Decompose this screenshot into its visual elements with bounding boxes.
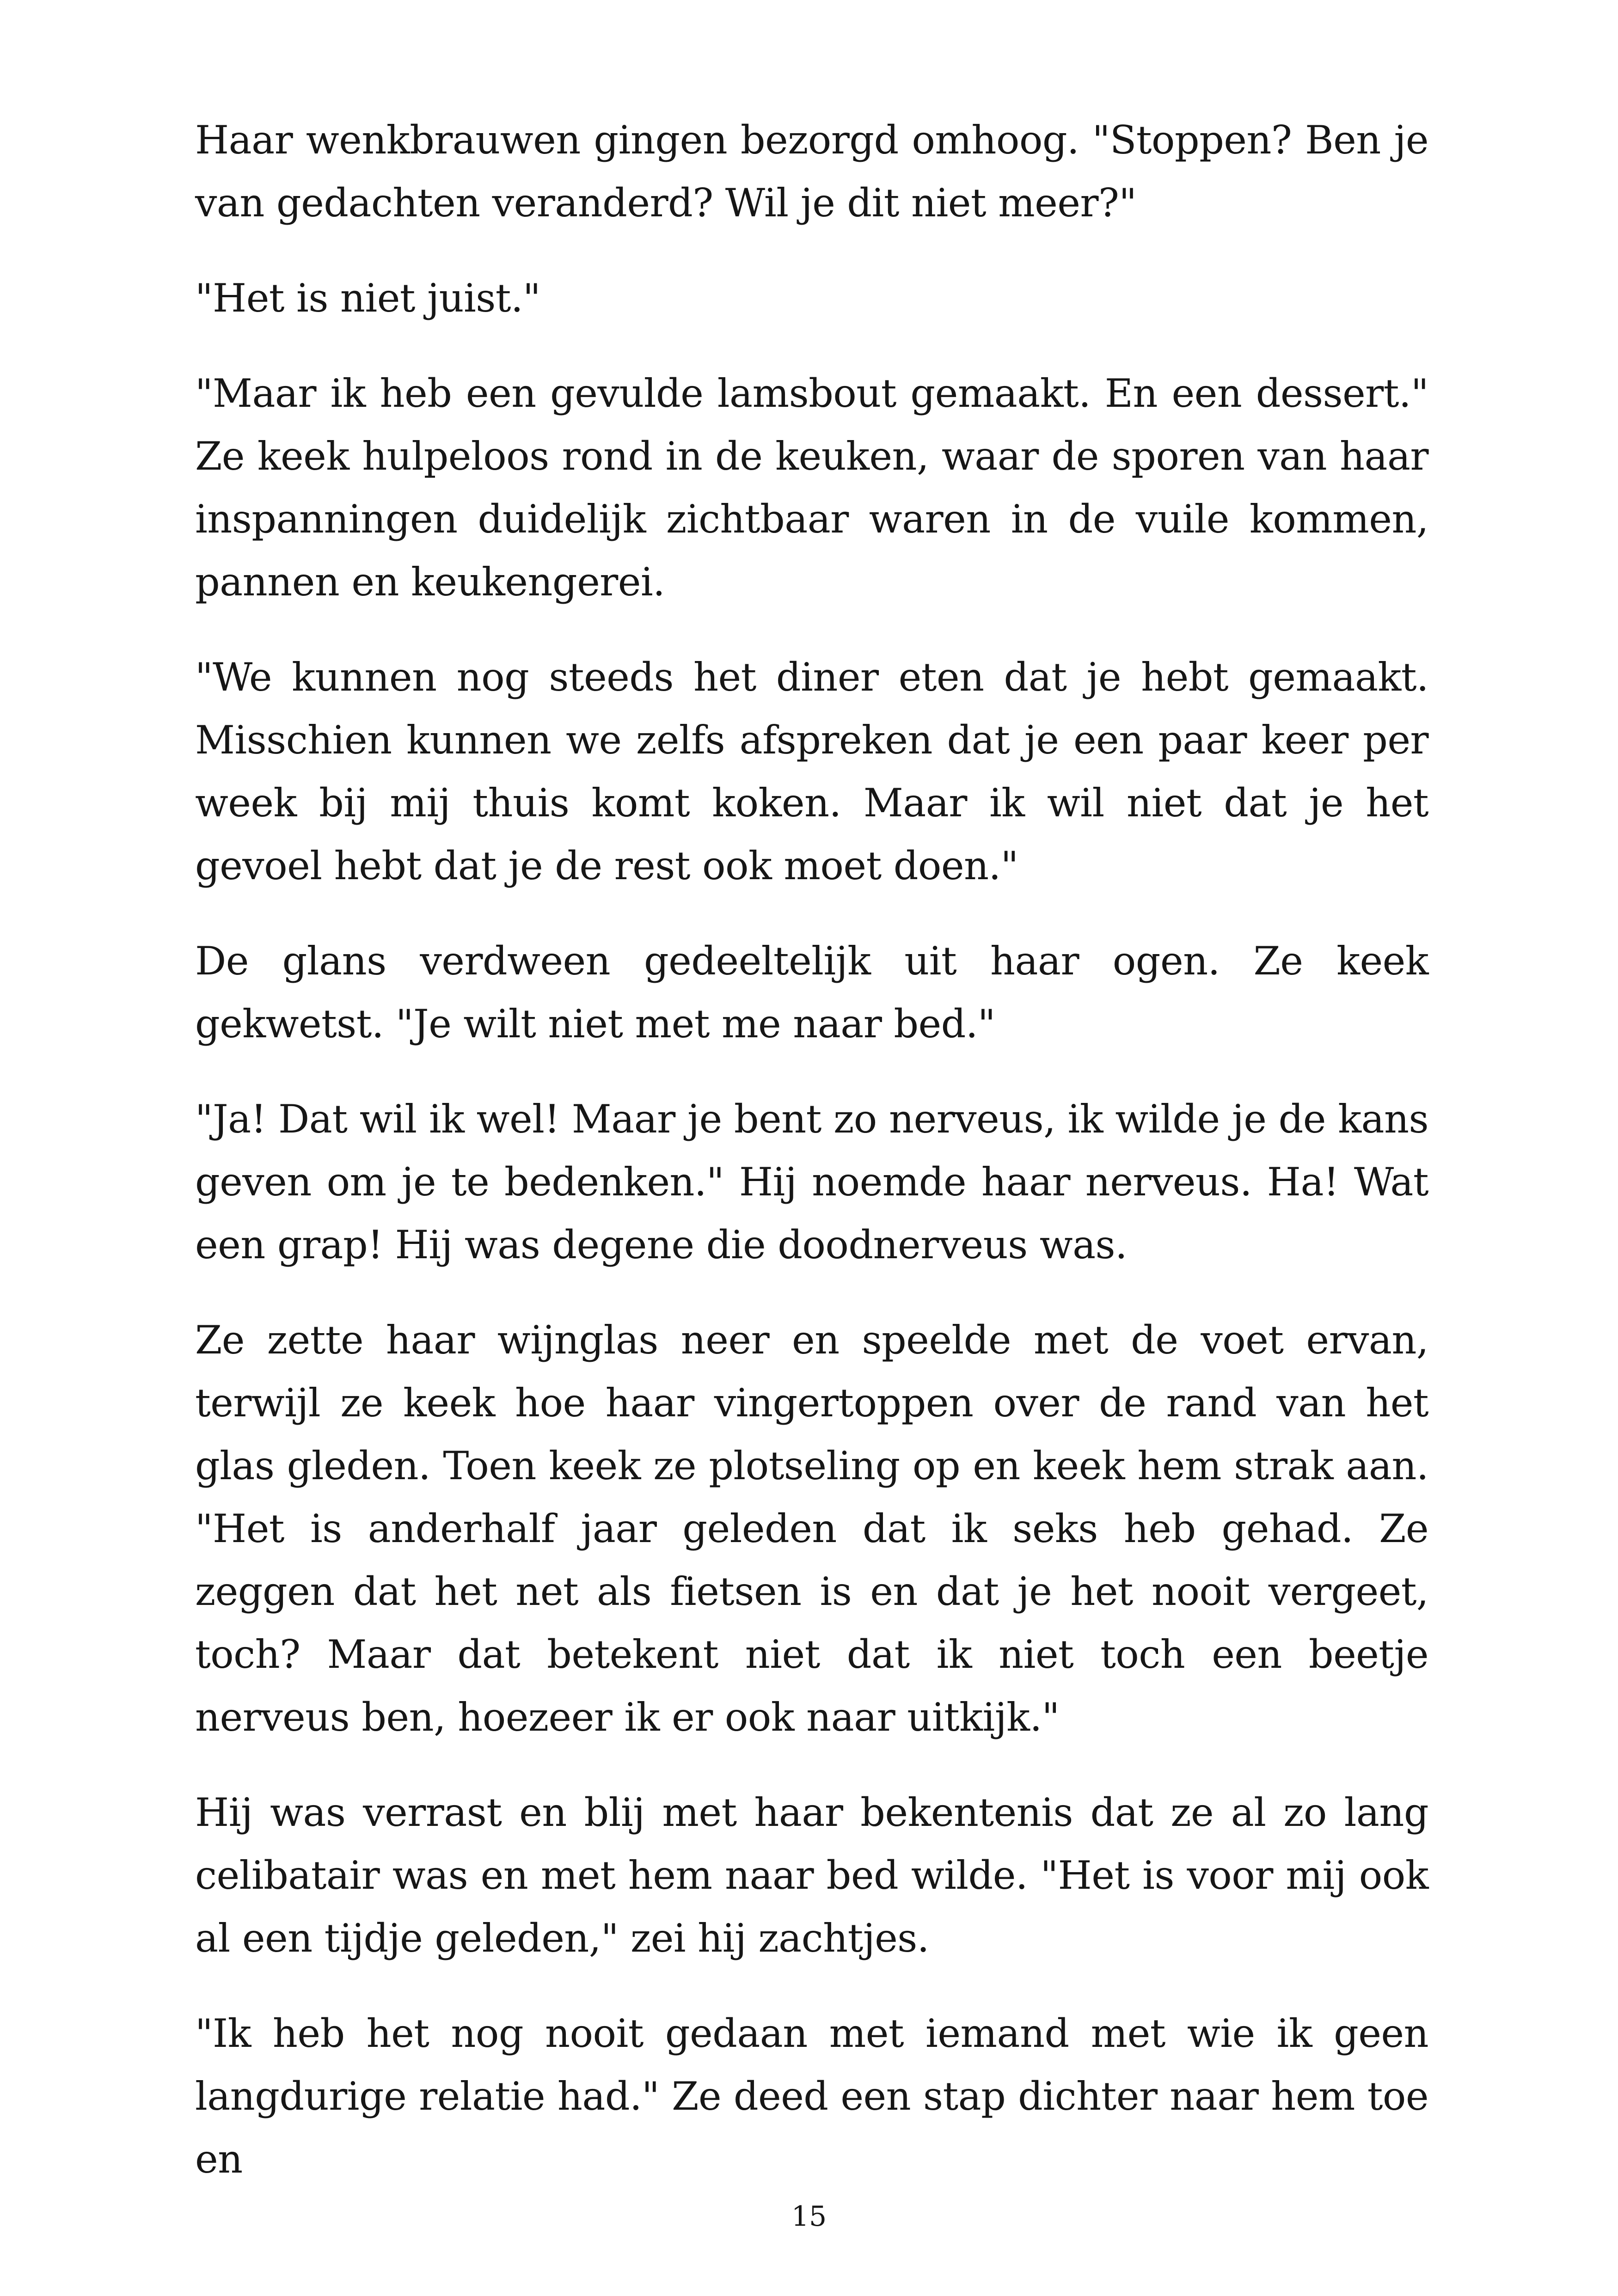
paragraph: "We kunnen nog steeds het diner eten dat je hebt gemaakt. Misschien kunnen we zelfs afspreken dat je een paar keer per week bij mij thuis komt koken. Maar ik wil niet dat je het gevoel hebt dat je de rest ook moet doen." <box>195 655 1428 888</box>
body-text <box>195 109 1428 2223</box>
paragraph: De glans verdween gedeeltelijk uit haar ogen. Ze keek gekwetst. "Je wilt niet met me naar bed." <box>195 938 1428 1047</box>
paragraph: Ze zette haar wijnglas neer en speelde met de voet ervan, terwijl ze keek hoe haar vingertoppen over de rand van het glas gleden. Toen keek ze plotseling op en keek hem strak aan. "Het is anderhalf jaar geleden dat ik seks heb gehad. Ze zeggen dat het net als fietsen is en dat je het nooit vergeet, toch? Maar dat betekent niet dat ik niet toch een beetje nerveus ben, hoezeer ik er ook naar uitkijk." <box>195 1317 1428 1740</box>
paragraph: Hij was verrast en blij met haar bekentenis dat ze al zo lang celibatair was en met hem naar bed wilde. "Het is voor mij ook al een tijdje geleden," zei hij zachtjes. <box>195 1790 1428 1961</box>
paragraph: "Maar ik heb een gevulde lamsbout gemaakt. En een dessert." Ze keek hulpeloos rond in de keuken, waar de sporen van haar inspanningen duidelijk zichtbaar waren in de vuile kommen, pannen en keukengerei. <box>195 371 1428 605</box>
paragraph: Haar wenkbrauwen gingen bezorgd omhoog. "Stoppen? Ben je van gedachten veranderd? Wil je dit niet meer?" <box>195 117 1428 226</box>
paragraph: "Ja! Dat wil ik wel! Maar je bent zo nerveus, ik wilde je de kans geven om je te bedenken." Hij noemde haar nerveus. Ha! Wat een grap! Hij was degene die doodnerveus was. <box>195 1096 1428 1267</box>
paragraph: "Ik heb het nog nooit gedaan met iemand met wie ik geen langdurige relatie had." Ze deed een stap dichter naar hem toe en <box>195 2011 1428 2182</box>
page-number: 15 <box>791 2200 827 2233</box>
paragraph: "Het is niet juist." <box>195 276 541 321</box>
